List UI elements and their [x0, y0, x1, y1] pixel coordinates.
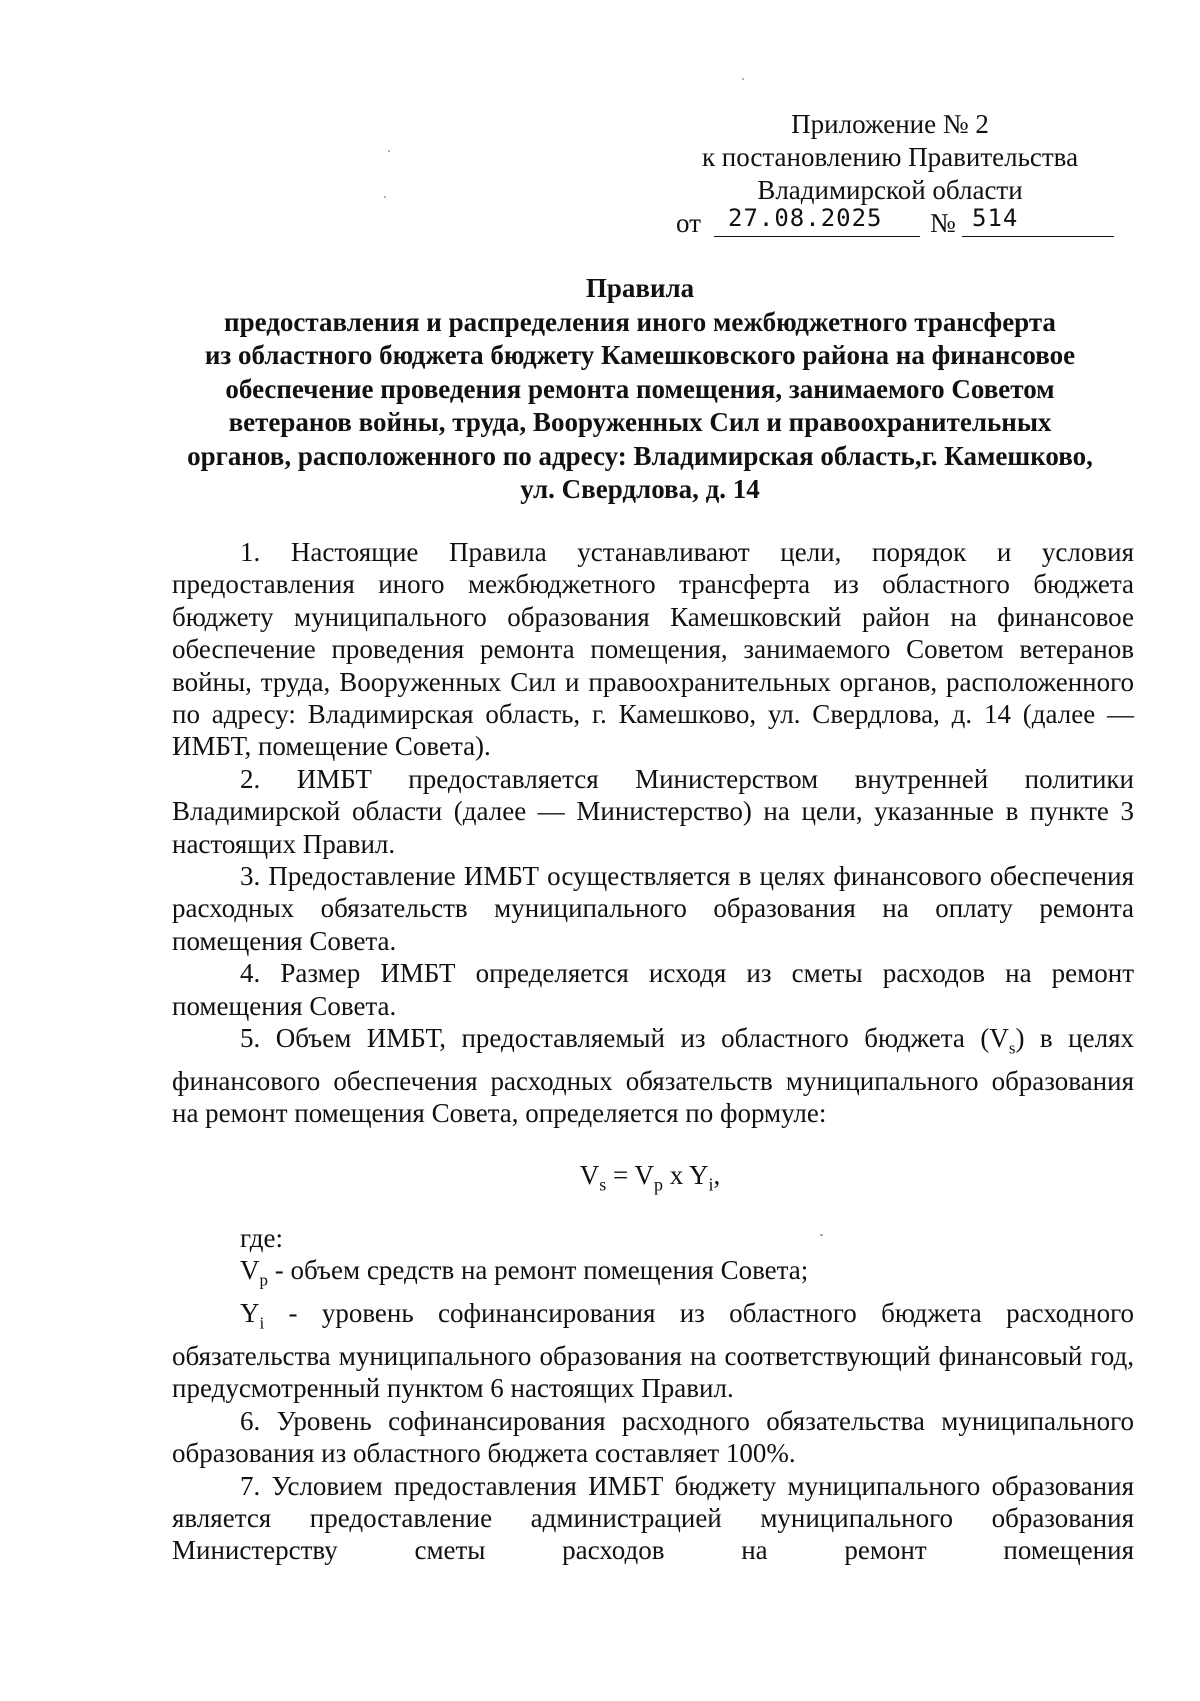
vp-symbol: V [240, 1255, 260, 1286]
formula-s: s [599, 1174, 607, 1195]
title-heading: Правила [585, 273, 695, 303]
number-label: № [930, 208, 956, 238]
paragraph-3: 3. Предоставление ИМБТ осуществляется в целях финансового обеспечения расходных обязательств муниципального образования на оплату ремонта помещения Совета. [172, 861, 1134, 956]
title-line-3: обеспечение проведения ремонта помещения, занимаемого Советом [225, 373, 1055, 404]
definition-yi [172, 1297, 1134, 1405]
annex-header [680, 108, 1100, 207]
paragraph-5 [172, 1022, 1134, 1130]
annex-decree-ref: к постановлению Правительства [701, 142, 1079, 172]
formula-end: , [713, 1160, 721, 1190]
title-line-4: ветеранов войны, труда, Вооруженных Сил и правоохранительных [228, 407, 1052, 437]
scan-speck [820, 1234, 823, 1236]
scan-speck [742, 78, 744, 80]
paragraph-5-start: 5. Объем ИМБТ, предоставляемый из областного бюджета (V [240, 1023, 1009, 1054]
paragraph-2: 2. ИМБТ предоставляется Министерством внутренней политики Владимирской области (далее — Министерство) на цели, указанные в пункте 3 настоящих Правил. [172, 763, 1134, 859]
paragraph-4: 4. Размер ИМБТ определяется исходя из сметы расходов на ремонт помещения Совета. [172, 958, 1134, 1021]
date-underline [714, 236, 920, 237]
where-label: где: [240, 1223, 283, 1253]
paragraph-1: 1. Настоящие Правила устанавливают цели, порядок и условия предоставления иного межбюджетного трансферта из областного бюджета бюджету муниципального образования Камешковский район на финансовое обеспечение проведения ремонта помещения, занимаемого Советом ветеранов войны, труда, Вооруженных Сил и правоохранительных органов, расположенного по адресу: Владимирская область, г. Камешково, ул. Свердлова, д. 14 (далее — ИМБТ, помещение Совета). [172, 537, 1134, 762]
title-line-1: предоставления и распределения иного межбюджетного трансферта [224, 306, 1056, 337]
formula-i: i [708, 1174, 714, 1195]
paragraph-6: 6. Уровень софинансирования расходного обязательства муниципального образования из областного бюджета составляет 100%. [172, 1405, 1134, 1469]
title-line-6: ул. Свердлова, д. 14 [520, 474, 760, 504]
decree-number: 514 [972, 204, 1019, 232]
yi-symbol: Y [240, 1298, 260, 1329]
definitions-body [172, 1222, 1134, 1567]
vp-text: - объем средств на ремонт помещения Совета; [268, 1255, 809, 1286]
paragraph-7: 7. Условием предоставления ИМБТ бюджету муниципального образования является предоставление администрацией муниципального образования Министерству сметы расходов на ремонт помещения [172, 1470, 1134, 1566]
title-line-5: органов, расположенного по адресу: Владимирская область,г. Камешково, [187, 440, 1093, 471]
vp-sub: p [259, 1270, 268, 1290]
annex-date-row [676, 204, 1116, 240]
decree-date: 27.08.2025 [728, 204, 883, 232]
number-underline [962, 236, 1114, 237]
from-label: от [676, 208, 701, 238]
formula-p: p [654, 1174, 663, 1195]
formula-x: x Y [663, 1160, 709, 1190]
yi-text: - уровень софинансирования из областного бюджета расходного обязательства муниципального образования на соответствующий финансовый год, предусмотренный пунктом 6 настоящих Правил. [172, 1298, 1134, 1404]
formula-v: V [579, 1160, 600, 1190]
definition-vp [172, 1254, 1134, 1297]
yi-sub: i [259, 1313, 265, 1333]
scan-speck [388, 150, 390, 152]
formula-eq: = V [606, 1160, 654, 1190]
title-line-2: из областного бюджета бюджету Камешковского района на финансовое [204, 340, 1076, 370]
scan-speck [384, 196, 386, 198]
annex-region: Владимирской области [757, 175, 1023, 205]
formula [0, 1160, 1200, 1195]
document-title [160, 272, 1120, 507]
paragraph-5-end: ) в целях финансового обеспечения расходных обязательств муниципального образования на ремонт помещения Совета, определяется по формуле: [172, 1023, 1134, 1129]
rules-body [172, 536, 1134, 1130]
annex-title: Приложение № 2 [791, 109, 989, 139]
paragraph-5-sub: s [1008, 1038, 1016, 1058]
